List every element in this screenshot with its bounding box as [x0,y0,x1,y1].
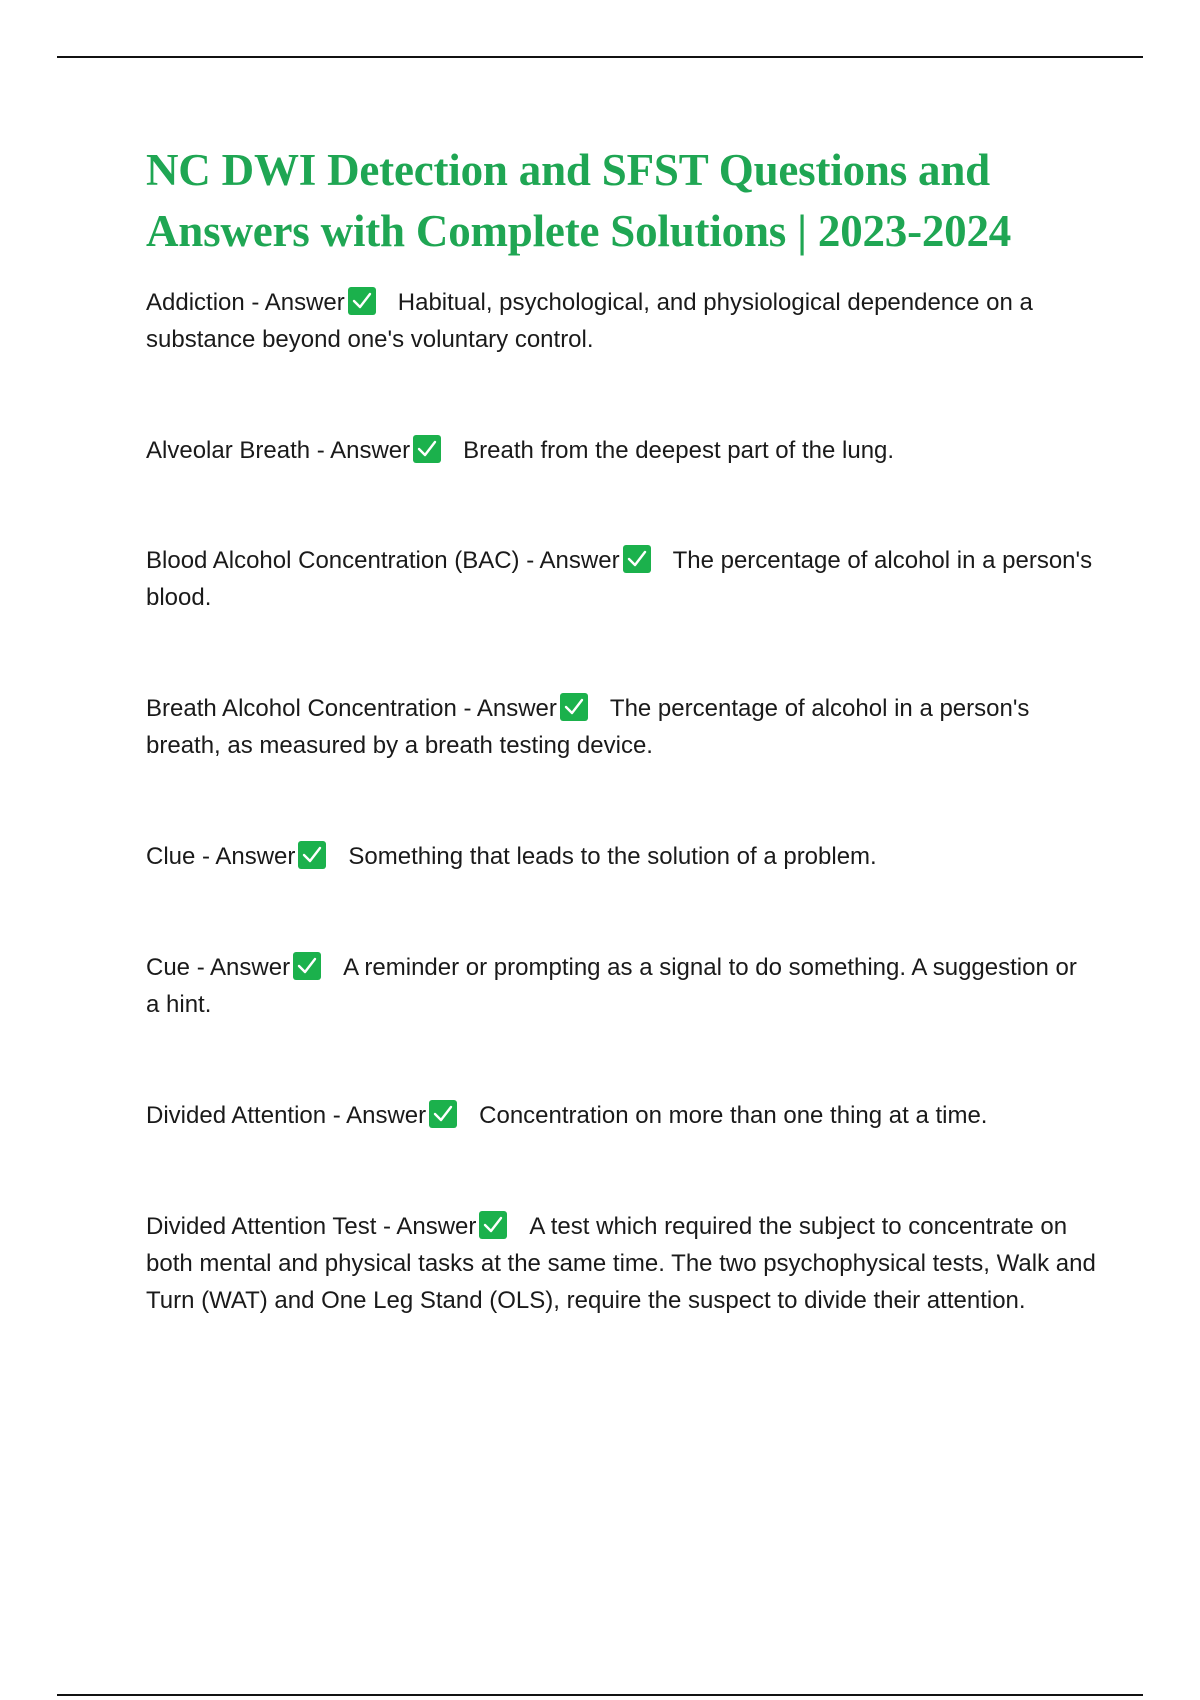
term: Addiction - Answer [146,289,345,316]
qa-entry-divided-attention [146,1097,1096,1134]
check-mark-icon [413,435,441,463]
check-mark-icon [623,545,651,573]
definition: Something that leads to the solution of a problem. [348,843,877,870]
qa-entry-addiction [146,284,1096,358]
definition: Habitual, psychological, and physiological dependence on a substance beyond one's voluntary control. [146,289,1033,353]
check-mark-icon [479,1211,507,1239]
definition: Concentration on more than one thing at a time. [479,1102,988,1129]
term: Clue - Answer [146,843,296,870]
term: Alveolar Breath - Answer [146,437,411,464]
definition: Breath from the deepest part of the lung. [463,437,895,464]
definition: A reminder or prompting as a signal to do something. A suggestion or a hint. [146,954,1077,1018]
term: Breath Alcohol Concentration - Answer [146,695,557,722]
qa-entry-alveolar-breath [146,432,1096,469]
bottom-rule [57,1694,1143,1696]
qa-entry-clue [146,838,1096,875]
top-rule [57,56,1143,58]
definition: A test which required the subject to concentrate on both mental and physical tasks at the same time. The two psychophysical tests, Walk and Turn (WAT) and One Leg Stand (OLS), require the suspect to divide their attention. [146,1213,1096,1314]
qa-entry-blood-alcohol-concentration [146,542,1096,616]
document-title: NC DWI Detection and SFST Questions and Answers with Complete Solutions | 2023-2024 [146,145,1012,256]
qa-entry-breath-alcohol-concentration [146,690,1096,764]
document-body [146,140,1096,1319]
term: Cue - Answer [146,954,291,981]
qa-entry-divided-attention-test [146,1208,1096,1319]
term: Divided Attention - Answer [146,1102,427,1129]
check-mark-icon [293,952,321,980]
term: Divided Attention Test - Answer [146,1213,477,1240]
qa-entry-cue [146,949,1096,1023]
definition: The percentage of alcohol in a person's breath, as measured by a breath testing device. [146,695,1030,759]
check-mark-icon [560,693,588,721]
qa-list [146,284,1096,1319]
check-mark-icon [348,287,376,315]
check-mark-icon [298,841,326,869]
term: Blood Alcohol Concentration (BAC) - Answer [146,547,620,574]
check-mark-icon [429,1100,457,1128]
definition: The percentage of alcohol in a person's blood. [146,547,1093,611]
